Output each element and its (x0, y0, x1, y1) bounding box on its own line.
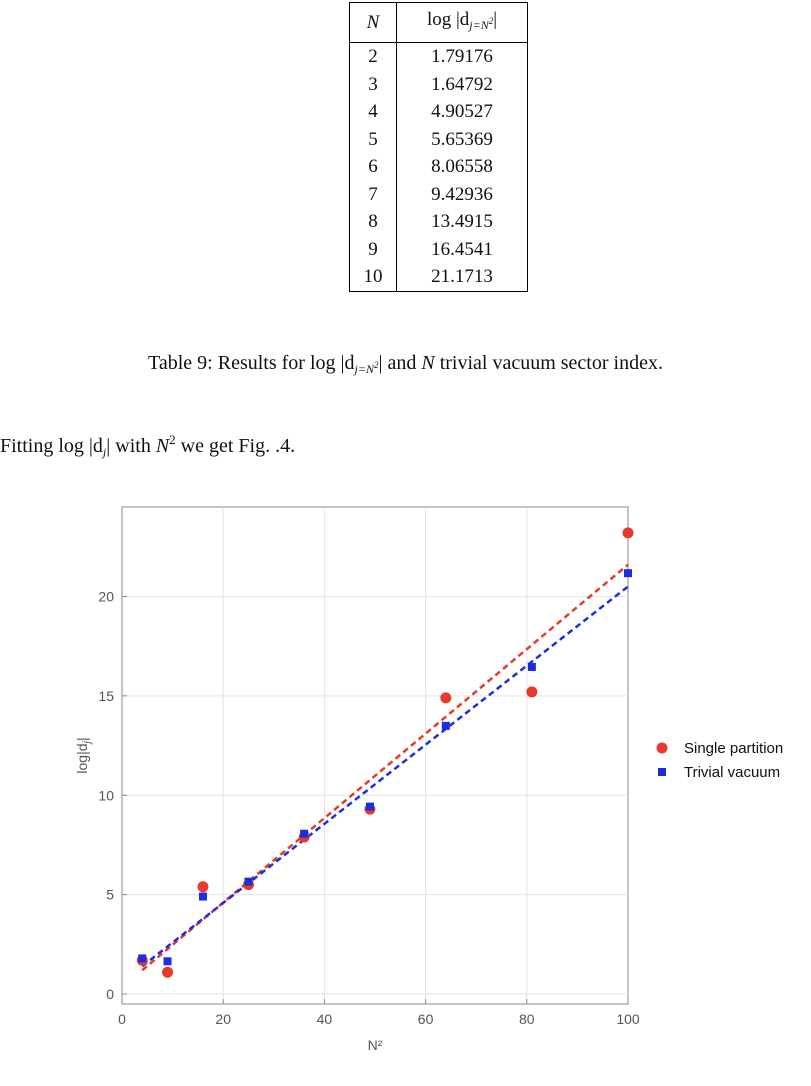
cell-n: 4 (350, 98, 397, 126)
table-caption (0, 352, 811, 377)
cell-logd: 9.42936 (397, 181, 528, 209)
table-row (350, 43, 528, 71)
cell-n: 3 (350, 71, 397, 99)
table-row (350, 98, 528, 126)
cell-logd: 8.06558 (397, 153, 528, 181)
x-tick-label: 20 (215, 1011, 231, 1027)
paragraph-part-1: Fitting log |d (0, 435, 103, 457)
caption-suffix: trivial vacuum sector index. (434, 352, 663, 374)
point-trivial-vacuum (442, 722, 450, 730)
grid-lines (122, 507, 628, 1004)
legend-label: Trivial vacuum (684, 764, 781, 781)
cell-n: 8 (350, 208, 397, 236)
results-table-wrap (349, 2, 528, 292)
cell-logd: 1.79176 (397, 43, 528, 71)
point-trivial-vacuum (138, 954, 146, 962)
paragraph-sup: 2 (169, 432, 176, 447)
table-row (350, 208, 528, 236)
table-row (350, 181, 528, 209)
header-logd-sup: 2 (488, 16, 494, 26)
x-axis-label: N² (367, 1037, 383, 1050)
cell-n: 7 (350, 181, 397, 209)
legend-marker-trivial-vacuum (658, 768, 666, 776)
cell-n: 2 (350, 43, 397, 71)
x-tick-label: 60 (417, 1011, 434, 1027)
table-row (350, 71, 528, 99)
point-trivial-vacuum (624, 569, 632, 577)
header-logd-sub: j=N (469, 18, 489, 32)
legend-marker-single-partition (657, 743, 668, 754)
y-tick-label: 5 (106, 886, 114, 903)
table-body (350, 43, 528, 292)
x-tick-label: 40 (316, 1011, 333, 1027)
cell-n: 6 (350, 153, 397, 181)
plot-frame (122, 507, 628, 1004)
caption-var: N (421, 352, 435, 374)
table-row (350, 236, 528, 264)
fit-line-2 (142, 587, 628, 967)
table-row (350, 126, 528, 154)
point-trivial-vacuum (528, 663, 536, 671)
x-tick-label: 0 (118, 1011, 126, 1027)
header-logd-post: | (493, 9, 498, 30)
y-tick-label: 20 (98, 588, 114, 605)
paragraph-part-3: we get Fig. .4. (175, 435, 296, 457)
point-trivial-vacuum (164, 957, 172, 965)
cell-logd: 16.4541 (397, 236, 528, 264)
paragraph-part-2: | with (106, 435, 156, 457)
caption-sub: j=N (354, 362, 374, 376)
header-logd-pre: log |d (426, 9, 470, 30)
results-table (349, 2, 528, 292)
point-trivial-vacuum (245, 878, 253, 886)
caption-mid: | and (378, 352, 422, 374)
cell-n: 10 (350, 263, 397, 291)
cell-logd: 4.90527 (397, 98, 528, 126)
cell-logd: 1.64792 (397, 71, 528, 99)
header-n-label: N (366, 12, 380, 33)
point-single-partition (526, 686, 537, 697)
paragraph-sub: j (102, 445, 107, 459)
point-single-partition (623, 527, 634, 538)
cell-logd: 5.65369 (397, 126, 528, 154)
point-single-partition (162, 967, 173, 978)
scatter-chart (0, 490, 811, 1050)
y-tick-label: 10 (98, 787, 114, 804)
caption-prefix: Table 9: Results for log |d (148, 352, 355, 374)
x-tick-label: 80 (519, 1011, 535, 1027)
point-single-partition (197, 881, 208, 892)
x-tick-label: 100 (616, 1011, 640, 1027)
point-single-partition (440, 692, 451, 703)
y-axis-label: $\log|d_j|$ (74, 737, 93, 774)
cell-n: 5 (350, 126, 397, 154)
legend-label: Single partition (684, 740, 784, 757)
table-row (350, 263, 528, 291)
caption-sup: 2 (373, 360, 379, 370)
paragraph-var: N (155, 435, 170, 457)
fit-lines (142, 565, 628, 971)
chart-legend (657, 740, 784, 781)
cell-n: 9 (350, 236, 397, 264)
table-row (350, 153, 528, 181)
data-points (137, 527, 634, 977)
y-tick-label: 0 (106, 986, 114, 1003)
header-logd (397, 3, 528, 43)
body-paragraph (0, 432, 295, 460)
point-trivial-vacuum (300, 830, 308, 838)
point-trivial-vacuum (366, 803, 374, 811)
cell-logd: 13.4915 (397, 208, 528, 236)
point-trivial-vacuum (199, 893, 207, 901)
header-n (350, 3, 397, 43)
y-tick-label: 15 (98, 687, 114, 704)
table-header-row (350, 3, 528, 43)
cell-logd: 21.1713 (397, 263, 528, 291)
